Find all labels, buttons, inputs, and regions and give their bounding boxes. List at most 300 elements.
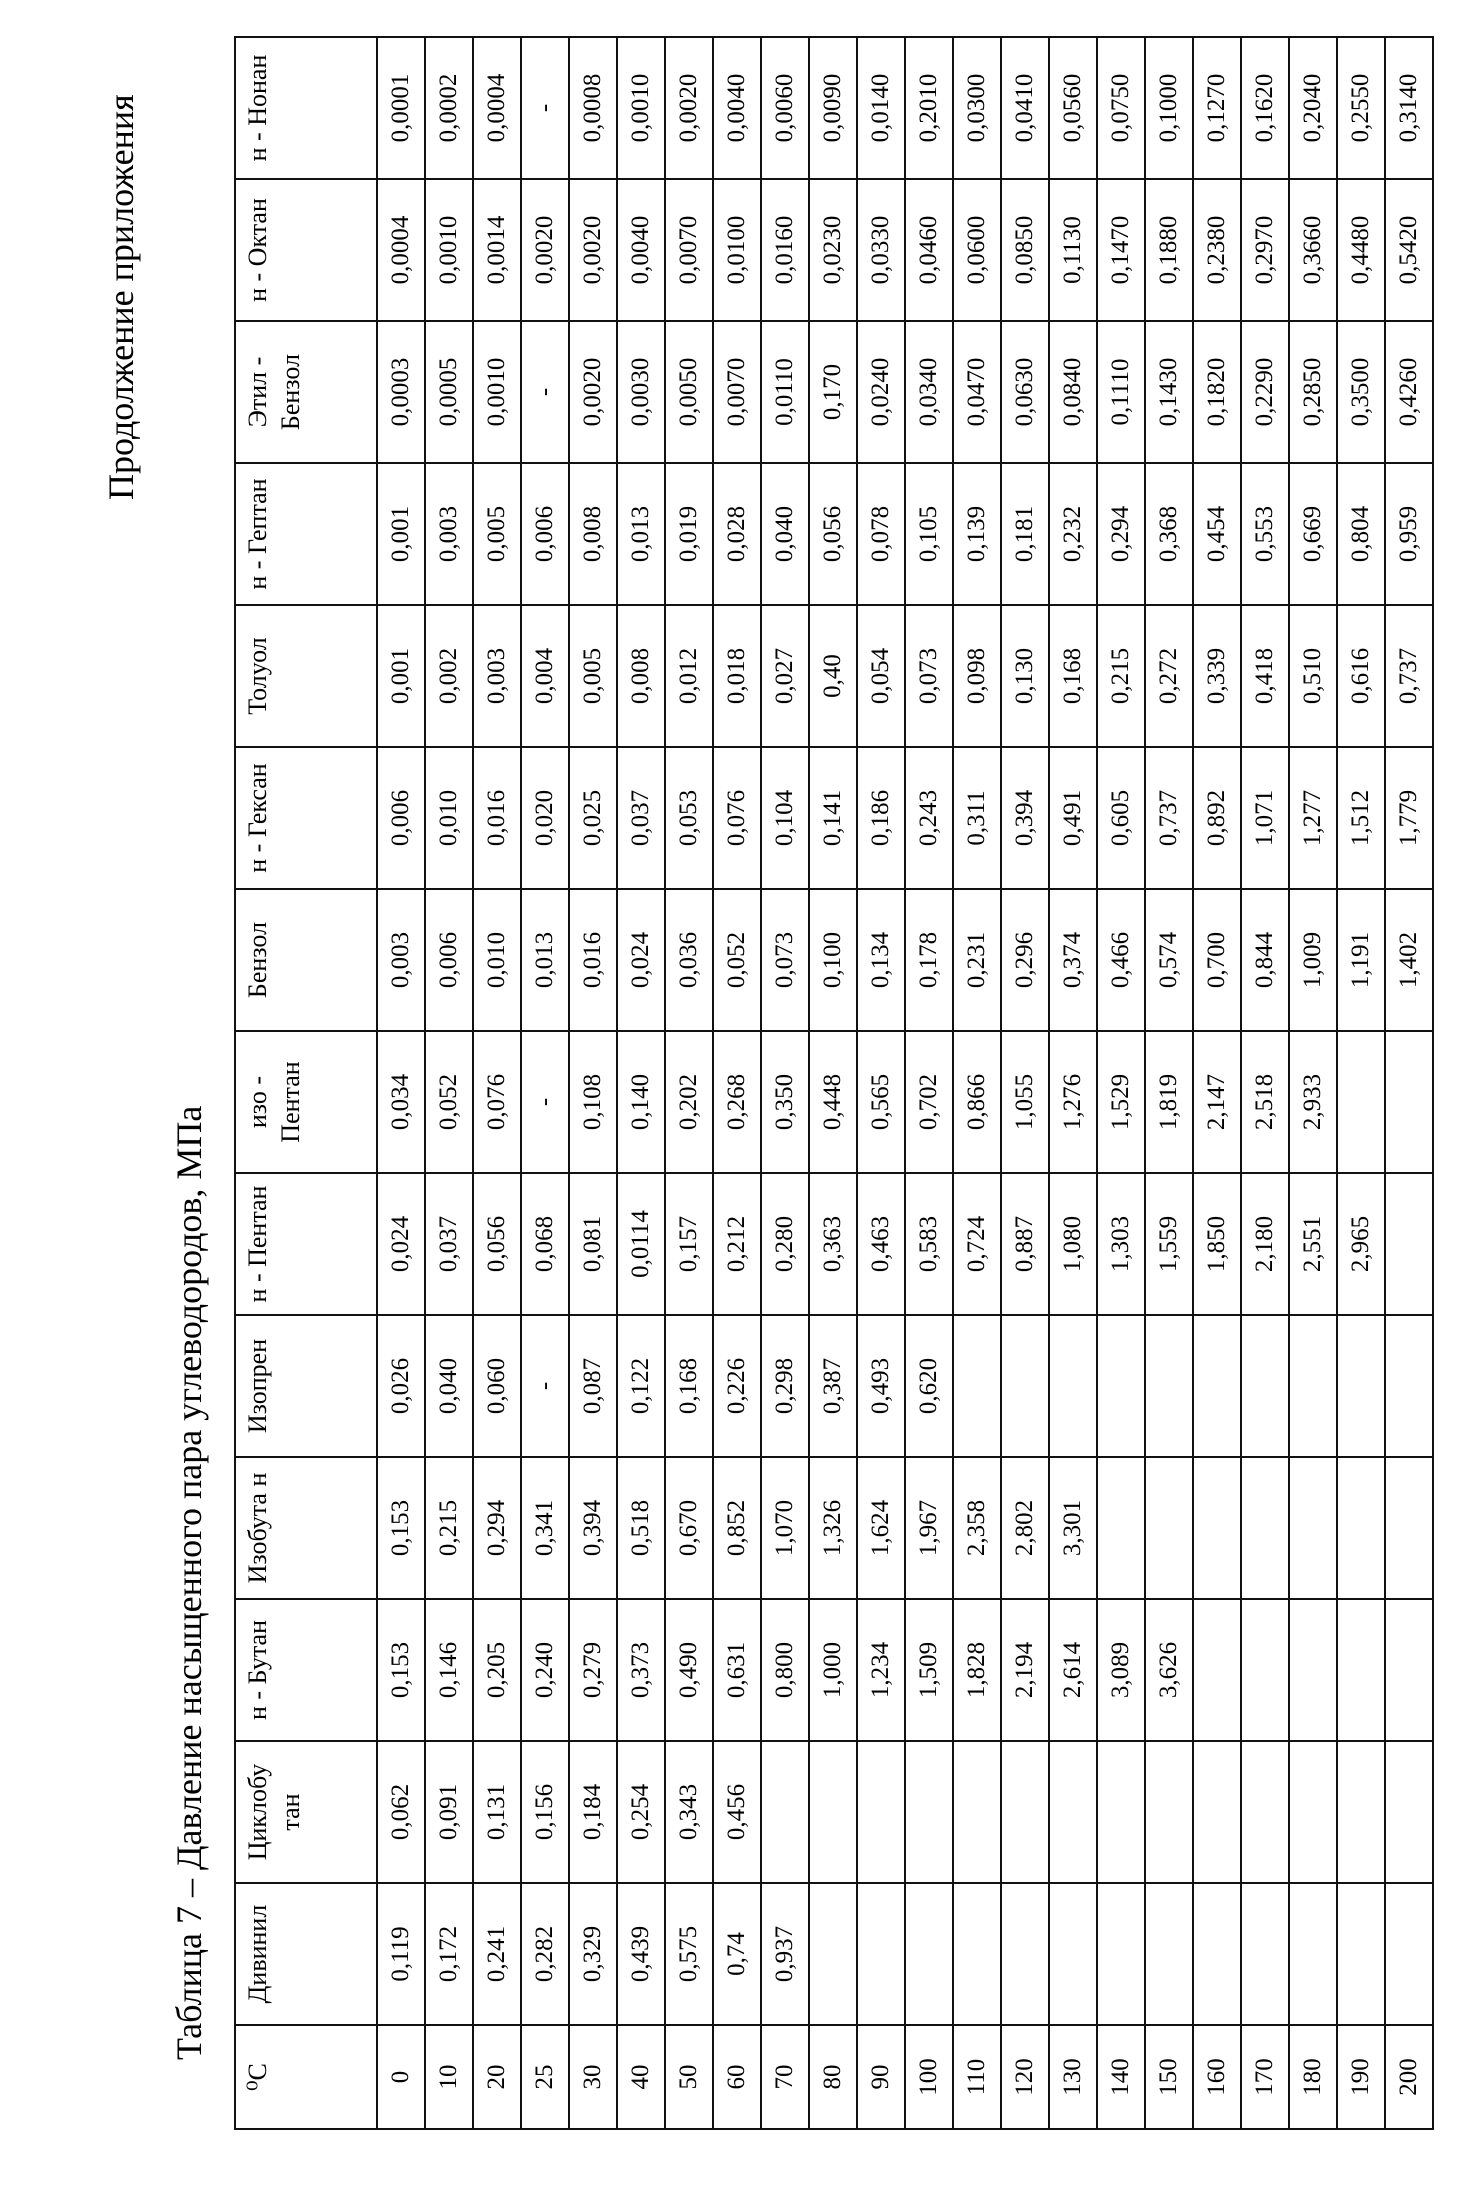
pressure-cell: 0,108 (569, 1031, 617, 1173)
pressure-cell: 0,068 (521, 1173, 569, 1315)
pressure-cell: 0,3500 (1337, 321, 1385, 463)
pressure-cell: 0,2970 (1241, 179, 1289, 321)
pressure-cell: 0,0010 (425, 179, 473, 321)
table-row (425, 37, 473, 2129)
column-header: н - Гептан (235, 463, 377, 605)
pressure-cell: 0,2290 (1241, 321, 1289, 463)
pressure-cell: 0,0040 (713, 37, 761, 179)
column-header: изо - Пентан (235, 1031, 377, 1173)
pressure-cell: 0,0460 (905, 179, 953, 321)
pressure-cell: 0,036 (665, 889, 713, 1031)
pressure-cell: 0,186 (857, 747, 905, 889)
pressure-cell (809, 1741, 857, 1883)
pressure-cell: 1,234 (857, 1599, 905, 1741)
table-row (1241, 37, 1289, 2129)
pressure-cell: 0,394 (569, 1457, 617, 1599)
pressure-cell: 0,0040 (617, 179, 665, 321)
pressure-cell: 1,055 (1001, 1031, 1049, 1173)
column-header: Изопрен (235, 1315, 377, 1457)
pressure-cell: 0,215 (425, 1457, 473, 1599)
pressure-cell (1337, 1883, 1385, 2025)
pressure-cell: 0,892 (1193, 747, 1241, 889)
column-header: Изобута н (235, 1457, 377, 1599)
pressure-cell: 0,037 (617, 747, 665, 889)
pressure-cell: 0,172 (425, 1883, 473, 2025)
pressure-cell: 0,1620 (1241, 37, 1289, 179)
temperature-cell: 130 (1049, 2025, 1097, 2129)
pressure-cell: 1,326 (809, 1457, 857, 1599)
pressure-cell: 0,139 (953, 463, 1001, 605)
pressure-cell (1145, 1883, 1193, 2025)
pressure-cell: 0,012 (665, 605, 713, 747)
column-header: н - Нонан (235, 37, 377, 179)
pressure-cell: 0,565 (857, 1031, 905, 1173)
table-row (377, 37, 425, 2129)
pressure-cell: 0,037 (425, 1173, 473, 1315)
pressure-cell: 1,529 (1097, 1031, 1145, 1173)
pressure-cell: 0,0020 (569, 179, 617, 321)
pressure-cell: 0,003 (473, 605, 521, 747)
pressure-cell: 0,027 (761, 605, 809, 747)
pressure-cell: 2,933 (1289, 1031, 1337, 1173)
pressure-cell: 1,819 (1145, 1031, 1193, 1173)
pressure-cell: 0,959 (1385, 463, 1433, 605)
temperature-cell: 150 (1145, 2025, 1193, 2129)
pressure-cell (1337, 1315, 1385, 1457)
pressure-cell: 0,2010 (905, 37, 953, 179)
pressure-cell: 0,026 (377, 1315, 425, 1457)
pressure-cell: 0,241 (473, 1883, 521, 2025)
pressure-cell: 0,024 (377, 1173, 425, 1315)
pressure-cell (857, 1741, 905, 1883)
pressure-cell (1241, 1883, 1289, 2025)
pressure-cell: 2,180 (1241, 1173, 1289, 1315)
pressure-cell: 0,122 (617, 1315, 665, 1457)
pressure-cell (1385, 1599, 1433, 1741)
pressure-cell: 0,010 (473, 889, 521, 1031)
pressure-cell: 0,028 (713, 463, 761, 605)
pressure-cell: 0,0008 (569, 37, 617, 179)
pressure-cell: 0,0300 (953, 37, 1001, 179)
pressure-cell: 0,019 (665, 463, 713, 605)
pressure-cell (1241, 1741, 1289, 1883)
table-row (1001, 37, 1049, 2129)
table-row (953, 37, 1001, 2129)
table-row (713, 37, 761, 2129)
pressure-cell: 0,737 (1145, 747, 1193, 889)
pressure-cell: 0,005 (569, 605, 617, 747)
pressure-cell: 0,363 (809, 1173, 857, 1315)
pressure-cell: 0,454 (1193, 463, 1241, 605)
pressure-cell: 0,700 (1193, 889, 1241, 1031)
pressure-cell: 0,134 (857, 889, 905, 1031)
pressure-cell: 0,003 (377, 889, 425, 1031)
pressure-cell: 0,0750 (1097, 37, 1145, 179)
pressure-cell (1001, 1315, 1049, 1457)
pressure-cell: 0,418 (1241, 605, 1289, 747)
pressure-cell: 0,001 (377, 463, 425, 605)
temperature-cell: 110 (953, 2025, 1001, 2129)
pressure-cell: 0,240 (521, 1599, 569, 1741)
pressure-cell: 0,056 (473, 1173, 521, 1315)
pressure-cell (1385, 1315, 1433, 1457)
pressure-cell: 3,301 (1049, 1457, 1097, 1599)
pressure-cell: 0,2380 (1193, 179, 1241, 321)
column-header: н - Пентан (235, 1173, 377, 1315)
pressure-cell: 0,157 (665, 1173, 713, 1315)
pressure-cell (1097, 1457, 1145, 1599)
temperature-cell: 50 (665, 2025, 713, 2129)
table-header (235, 37, 377, 2129)
pressure-cell (1193, 1741, 1241, 1883)
column-header: н - Октан (235, 179, 377, 321)
pressure-cell (1193, 1457, 1241, 1599)
pressure-cell: 0,0090 (809, 37, 857, 179)
pressure-cell: 0,006 (521, 463, 569, 605)
pressure-cell: 0,294 (1097, 463, 1145, 605)
table-caption: Таблица 7 – Давление насыщенного пара углеводородов, МПа (169, 1105, 209, 2060)
pressure-cell: 0,052 (713, 889, 761, 1031)
pressure-cell: 1,303 (1097, 1173, 1145, 1315)
pressure-cell: 0,3660 (1289, 179, 1337, 321)
pressure-cell: 0,0110 (761, 321, 809, 463)
pressure-cell: 0,490 (665, 1599, 713, 1741)
table-row (473, 37, 521, 2129)
pressure-cell (1097, 1315, 1145, 1457)
temperature-cell: 160 (1193, 2025, 1241, 2129)
pressure-cell: 0,510 (1289, 605, 1337, 747)
pressure-cell: 0,1820 (1193, 321, 1241, 463)
table-row (905, 37, 953, 2129)
pressure-cell: 0,146 (425, 1599, 473, 1741)
pressure-cell (1241, 1315, 1289, 1457)
pressure-cell (1385, 1031, 1433, 1173)
pressure-cell: 0,081 (569, 1173, 617, 1315)
pressure-cell: 0,282 (521, 1883, 569, 2025)
pressure-cell: 0,387 (809, 1315, 857, 1457)
pressure-cell: 0,574 (1145, 889, 1193, 1031)
pressure-cell: 0,0005 (425, 321, 473, 463)
pressure-cell: 0,1110 (1097, 321, 1145, 463)
pressure-cell (1145, 1457, 1193, 1599)
pressure-cell (1145, 1315, 1193, 1457)
pressure-cell: - (521, 37, 569, 179)
pressure-cell (953, 1883, 1001, 2025)
pressure-cell: 0,0630 (1001, 321, 1049, 463)
pressure-cell: 0,076 (713, 747, 761, 889)
column-header: Циклобу тан (235, 1741, 377, 1883)
pressure-cell: 0,105 (905, 463, 953, 605)
temperature-cell: 200 (1385, 2025, 1433, 2129)
pressure-cell: - (521, 1031, 569, 1173)
pressure-cell: 0,1270 (1193, 37, 1241, 179)
pressure-cell: 0,493 (857, 1315, 905, 1457)
temperature-cell: 90 (857, 2025, 905, 2129)
pressure-cell: 0,130 (1001, 605, 1049, 747)
pressure-cell: 0,168 (1049, 605, 1097, 747)
pressure-cell: 0,374 (1049, 889, 1097, 1031)
table-row (521, 37, 569, 2129)
pressure-cell: 1,071 (1241, 747, 1289, 889)
pressure-cell (1289, 1599, 1337, 1741)
pressure-cell: 0,098 (953, 605, 1001, 747)
pressure-cell: 0,844 (1241, 889, 1289, 1031)
pressure-cell (953, 1741, 1001, 1883)
table-row (617, 37, 665, 2129)
pressure-cell: 0,2850 (1289, 321, 1337, 463)
table-row (1145, 37, 1193, 2129)
pressure-cell: 0,060 (473, 1315, 521, 1457)
pressure-cell: 1,512 (1337, 747, 1385, 889)
pressure-cell: 1,967 (905, 1457, 953, 1599)
pressure-cell: 0,181 (1001, 463, 1049, 605)
temperature-cell: 60 (713, 2025, 761, 2129)
pressure-cell: 0,0010 (617, 37, 665, 179)
vapor-pressure-table-container (234, 54, 1434, 2130)
pressure-cell: 0,016 (473, 747, 521, 889)
pressure-cell: 0,040 (425, 1315, 473, 1457)
pressure-cell: 0,153 (377, 1599, 425, 1741)
pressure-cell: 0,078 (857, 463, 905, 605)
pressure-cell: 0,0140 (857, 37, 905, 179)
pressure-cell: 0,0020 (665, 37, 713, 179)
pressure-cell: 2,194 (1001, 1599, 1049, 1741)
pressure-cell: 0,040 (761, 463, 809, 605)
pressure-cell: 0,0410 (1001, 37, 1049, 179)
pressure-cell: 0,119 (377, 1883, 425, 2025)
pressure-cell: 1,191 (1337, 889, 1385, 1031)
pressure-cell: 1,828 (953, 1599, 1001, 1741)
pressure-cell: 0,2040 (1289, 37, 1337, 179)
pressure-cell: 0,002 (425, 605, 473, 747)
pressure-cell: 0,631 (713, 1599, 761, 1741)
pressure-cell: 0,053 (665, 747, 713, 889)
pressure-cell: 0,74 (713, 1883, 761, 2025)
pressure-cell: 0,866 (953, 1031, 1001, 1173)
pressure-cell: 1,559 (1145, 1173, 1193, 1315)
pressure-cell (1001, 1883, 1049, 2025)
pressure-cell (1241, 1457, 1289, 1599)
pressure-cell (1289, 1883, 1337, 2025)
pressure-cell: 1,277 (1289, 747, 1337, 889)
temperature-cell: 140 (1097, 2025, 1145, 2129)
pressure-cell: 0,153 (377, 1457, 425, 1599)
pressure-cell (1193, 1315, 1241, 1457)
pressure-cell: 0,178 (905, 889, 953, 1031)
pressure-cell (1097, 1741, 1145, 1883)
pressure-cell (1049, 1883, 1097, 2025)
pressure-cell: 3,626 (1145, 1599, 1193, 1741)
pressure-cell: 0,073 (761, 889, 809, 1031)
pressure-cell: 0,0114 (617, 1173, 665, 1315)
pressure-cell: 1,000 (809, 1599, 857, 1741)
pressure-cell: 0,010 (425, 747, 473, 889)
pressure-cell (857, 1883, 905, 2025)
pressure-cell: 0,0020 (569, 321, 617, 463)
table-row (1097, 37, 1145, 2129)
temperature-cell: 80 (809, 2025, 857, 2129)
pressure-cell: 0,339 (1193, 605, 1241, 747)
pressure-cell: 0,0030 (617, 321, 665, 463)
pressure-cell: 0,184 (569, 1741, 617, 1883)
temperature-cell: 180 (1289, 2025, 1337, 2129)
pressure-cell: 0,669 (1289, 463, 1337, 605)
temperature-cell: 40 (617, 2025, 665, 2129)
pressure-cell (1145, 1741, 1193, 1883)
temperature-cell: 10 (425, 2025, 473, 2129)
pressure-cell: 0,0060 (761, 37, 809, 179)
column-header: н - Гексан (235, 747, 377, 889)
pressure-cell: 0,439 (617, 1883, 665, 2025)
temperature-cell: 20 (473, 2025, 521, 2129)
pressure-cell: 0,025 (569, 747, 617, 889)
table-row (665, 37, 713, 2129)
table-row (1289, 37, 1337, 2129)
pressure-cell: 0,456 (713, 1741, 761, 1883)
pressure-cell: 0,620 (905, 1315, 953, 1457)
pressure-cell: 0,448 (809, 1031, 857, 1173)
pressure-cell: 1,080 (1049, 1173, 1097, 1315)
pressure-cell: 0,024 (617, 889, 665, 1031)
pressure-cell: 0,463 (857, 1173, 905, 1315)
pressure-cell: 0,0020 (521, 179, 569, 321)
pressure-cell: 0,0600 (953, 179, 1001, 321)
pressure-cell: 0,020 (521, 747, 569, 889)
temperature-cell: 0 (377, 2025, 425, 2129)
pressure-cell: 0,140 (617, 1031, 665, 1173)
pressure-cell: 0,226 (713, 1315, 761, 1457)
pressure-cell: 0,0100 (713, 179, 761, 321)
pressure-cell: 0,4480 (1337, 179, 1385, 321)
table-row (1049, 37, 1097, 2129)
pressure-cell: 0,141 (809, 747, 857, 889)
pressure-cell: 0,553 (1241, 463, 1289, 605)
pressure-cell: 0,212 (713, 1173, 761, 1315)
pressure-cell: 0,937 (761, 1883, 809, 2025)
pressure-cell: 0,013 (521, 889, 569, 1031)
pressure-cell: 0,583 (905, 1173, 953, 1315)
pressure-cell: 0,0470 (953, 321, 1001, 463)
pressure-cell: 1,070 (761, 1457, 809, 1599)
pressure-cell (1241, 1599, 1289, 1741)
pressure-cell: 0,231 (953, 889, 1001, 1031)
pressure-cell: 0,0230 (809, 179, 857, 321)
column-header: Толуол (235, 605, 377, 747)
pressure-cell: 0,0014 (473, 179, 521, 321)
pressure-cell (1049, 1741, 1097, 1883)
pressure-cell: 0,329 (569, 1883, 617, 2025)
pressure-cell: 0,0002 (425, 37, 473, 179)
pressure-cell: 0,0850 (1001, 179, 1049, 321)
pressure-cell: 0,1130 (1049, 179, 1097, 321)
pressure-cell: 0,296 (1001, 889, 1049, 1031)
pressure-cell: 0,156 (521, 1741, 569, 1883)
pressure-cell: 0,243 (905, 747, 953, 889)
pressure-cell: 0,1880 (1145, 179, 1193, 321)
pressure-cell: 0,737 (1385, 605, 1433, 747)
column-header: Бензол (235, 889, 377, 1031)
pressure-cell: 1,779 (1385, 747, 1433, 889)
vapor-pressure-table (234, 36, 1434, 2130)
temperature-cell: 120 (1001, 2025, 1049, 2129)
pressure-cell: 0,008 (617, 605, 665, 747)
pressure-cell: 0,272 (1145, 605, 1193, 747)
pressure-cell: 0,104 (761, 747, 809, 889)
pressure-cell (1337, 1031, 1385, 1173)
pressure-cell: 0,368 (1145, 463, 1193, 605)
pressure-cell: 0,013 (617, 463, 665, 605)
pressure-cell: 2,358 (953, 1457, 1001, 1599)
pressure-cell: 0,298 (761, 1315, 809, 1457)
temperature-cell: 190 (1337, 2025, 1385, 2129)
pressure-cell: 0,350 (761, 1031, 809, 1173)
pressure-cell: 0,006 (425, 889, 473, 1031)
table-row (1193, 37, 1241, 2129)
pressure-cell: 0,0050 (665, 321, 713, 463)
temperature-cell: 170 (1241, 2025, 1289, 2129)
column-header-temperature: ⁰С (235, 2025, 377, 2129)
pressure-cell: 0,100 (809, 889, 857, 1031)
pressure-cell (1097, 1883, 1145, 2025)
pressure-cell: 0,1430 (1145, 321, 1193, 463)
pressure-cell: 0,702 (905, 1031, 953, 1173)
pressure-cell: 0,168 (665, 1315, 713, 1457)
pressure-cell: 0,005 (473, 463, 521, 605)
pressure-cell (809, 1883, 857, 2025)
pressure-cell: 0,254 (617, 1741, 665, 1883)
pressure-cell (953, 1315, 1001, 1457)
pressure-cell (1289, 1457, 1337, 1599)
table-body (377, 37, 1433, 2129)
pressure-cell: 0,003 (425, 463, 473, 605)
pressure-cell: 2,518 (1241, 1031, 1289, 1173)
table-row (1337, 37, 1385, 2129)
pressure-cell: 0,0340 (905, 321, 953, 463)
header-row (235, 37, 377, 2129)
table-row (809, 37, 857, 2129)
pressure-cell: 0,268 (713, 1031, 761, 1173)
pressure-cell: 0,034 (377, 1031, 425, 1173)
pressure-cell: 0,394 (1001, 747, 1049, 889)
pressure-cell: 0,131 (473, 1741, 521, 1883)
pressure-cell: 0,0004 (377, 179, 425, 321)
pressure-cell: 2,965 (1337, 1173, 1385, 1315)
pressure-cell: 1,624 (857, 1457, 905, 1599)
pressure-cell: 0,343 (665, 1741, 713, 1883)
pressure-cell: 0,800 (761, 1599, 809, 1741)
pressure-cell: 0,887 (1001, 1173, 1049, 1315)
pressure-cell: 1,276 (1049, 1031, 1097, 1173)
pressure-cell: 0,062 (377, 1741, 425, 1883)
pressure-cell: 0,018 (713, 605, 761, 747)
pressure-cell (1337, 1741, 1385, 1883)
pressure-cell: 0,605 (1097, 747, 1145, 889)
pressure-cell (1337, 1457, 1385, 1599)
pressure-cell: 0,373 (617, 1599, 665, 1741)
pressure-cell: 0,0004 (473, 37, 521, 179)
pressure-cell: 0,073 (905, 605, 953, 747)
pressure-cell (1385, 1173, 1433, 1315)
temperature-cell: 70 (761, 2025, 809, 2129)
pressure-cell: 0,0070 (713, 321, 761, 463)
pressure-cell: 0,670 (665, 1457, 713, 1599)
pressure-cell: 0,852 (713, 1457, 761, 1599)
pressure-cell: 0,2550 (1337, 37, 1385, 179)
pressure-cell: 0,0010 (473, 321, 521, 463)
pressure-cell: 0,0070 (665, 179, 713, 321)
pressure-cell: 0,006 (377, 747, 425, 889)
pressure-cell: 0,202 (665, 1031, 713, 1173)
